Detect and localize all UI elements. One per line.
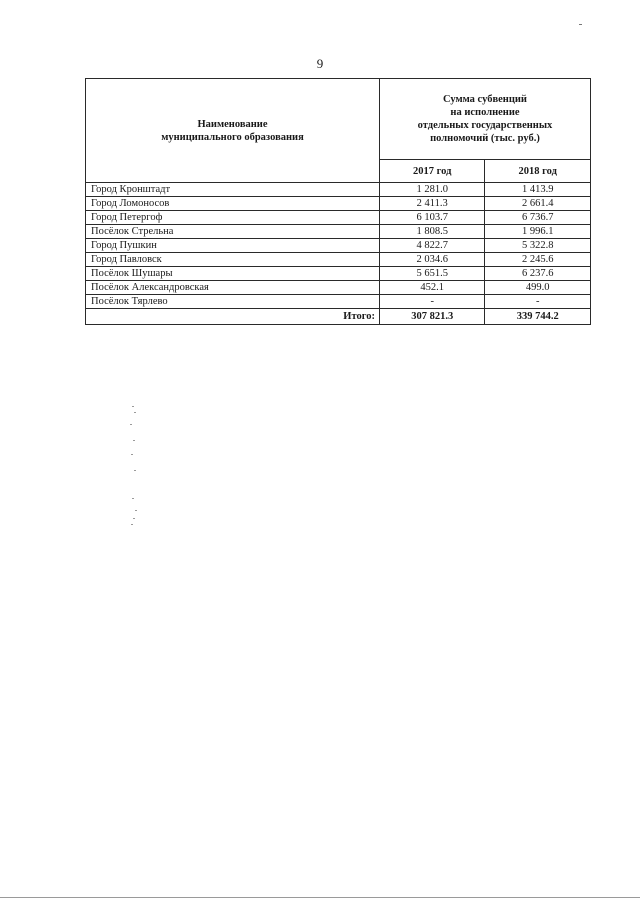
table-row: [86, 183, 591, 197]
header-year-2018: 2018 год: [485, 160, 591, 183]
header-name-line: муниципального образования: [161, 131, 304, 143]
table-row: [86, 295, 591, 309]
table-row: [86, 225, 591, 239]
total-label: Итого:: [86, 309, 380, 325]
value-2018: -: [485, 295, 591, 309]
header-year-2017: 2017 год: [380, 160, 485, 183]
value-2017: 452.1: [380, 281, 485, 295]
value-2017: -: [380, 295, 485, 309]
municipality-name: Город Ломоносов: [86, 197, 380, 211]
value-2018: 1 996.1: [485, 225, 591, 239]
value-2017: 2 034.6: [380, 253, 485, 267]
table-row: [86, 239, 591, 253]
total-2017: 307 821.3: [380, 309, 485, 325]
page-number: 9: [316, 56, 324, 71]
value-2018: 499.0: [485, 281, 591, 295]
table-row: [86, 211, 591, 225]
header-sum-line: на исполнение: [450, 107, 520, 118]
value-2017: 4 822.7: [380, 239, 485, 253]
table-row: [86, 267, 591, 281]
total-2018: 339 744.2: [485, 309, 591, 325]
municipality-name: Город Павловск: [86, 253, 380, 267]
scan-mark: [579, 24, 582, 25]
table-row: [86, 281, 591, 295]
value-2017: 1 808.5: [380, 225, 485, 239]
municipality-name: Посёлок Шушары: [86, 267, 380, 281]
municipality-name: Город Петергоф: [86, 211, 380, 225]
total-row: [86, 309, 591, 325]
page-bottom-edge: [0, 897, 640, 898]
header-sum-line: отдельных государственных: [417, 120, 553, 131]
header-municipality: [86, 79, 380, 183]
value-2017: 2 411.3: [380, 197, 485, 211]
header-subvention-sum: [380, 79, 591, 160]
municipality-name: Посёлок Тярлево: [86, 295, 380, 309]
value-2017: 6 103.7: [380, 211, 485, 225]
subventions-table: [85, 78, 591, 325]
header-sum-line: Сумма субвенций: [443, 94, 527, 105]
header-sum-line: полномочий (тыс. руб.): [430, 133, 540, 144]
value-2017: 1 281.0: [380, 183, 485, 197]
value-2018: 6 237.6: [485, 267, 591, 281]
header-row: [86, 79, 591, 160]
table-row: [86, 197, 591, 211]
value-2018: 1 413.9: [485, 183, 591, 197]
municipality-name: Город Кронштадт: [86, 183, 380, 197]
municipality-name: Посёлок Стрельна: [86, 225, 380, 239]
value-2018: 6 736.7: [485, 211, 591, 225]
value-2018: 2 245.6: [485, 253, 591, 267]
scan-specks: [120, 400, 150, 540]
value-2018: 2 661.4: [485, 197, 591, 211]
header-name-line: Наименование: [197, 118, 268, 130]
municipality-name: Город Пушкин: [86, 239, 380, 253]
value-2017: 5 651.5: [380, 267, 485, 281]
municipality-name: Посёлок Александровская: [86, 281, 380, 295]
table-row: [86, 253, 591, 267]
value-2018: 5 322.8: [485, 239, 591, 253]
